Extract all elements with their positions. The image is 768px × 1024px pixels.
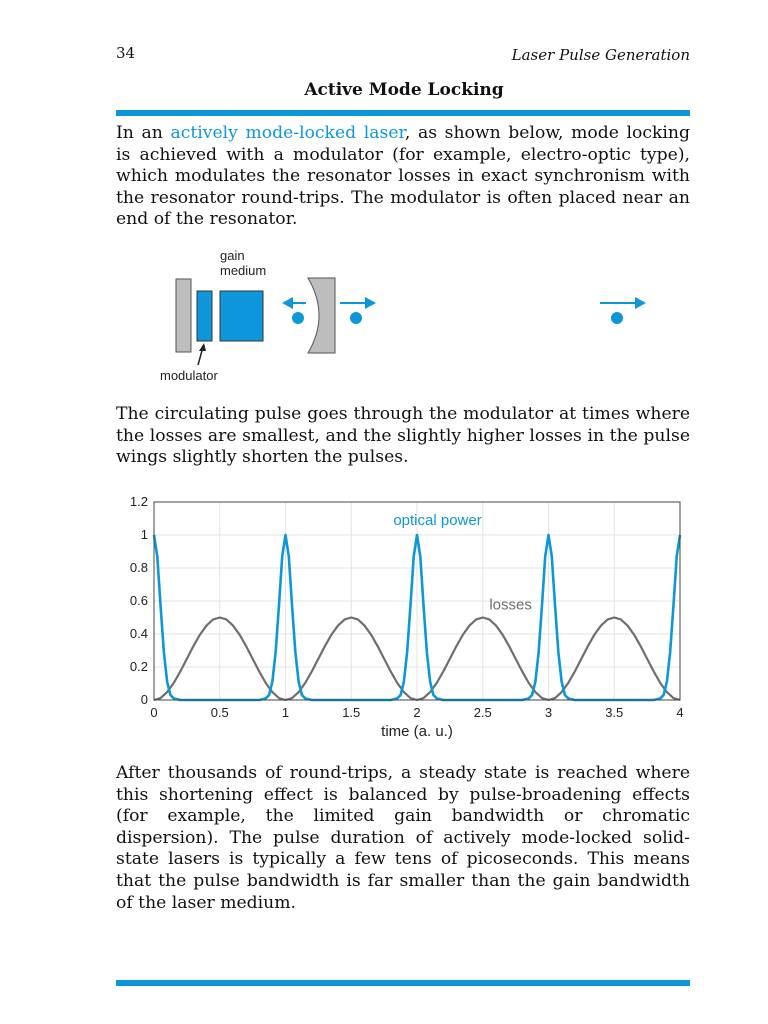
paragraph-intro [116,123,690,231]
modulator-block [197,291,212,341]
gain-medium-block [220,291,263,341]
highlighted-term: actively mode-locked laser [170,123,405,143]
gain-label-line2: medium [220,263,267,278]
outgoing-arrowhead-1 [365,297,376,309]
x-tick-label: 0 [150,705,158,720]
x-tick-label: 0.5 [210,705,229,720]
x-tick-label: 3 [544,705,553,720]
laser-resonator-diagram [140,245,670,390]
x-tick-labels [150,705,683,720]
series-annotation: losses [489,596,532,614]
section-title: Active Mode Locking [304,80,504,100]
x-tick-label: 3.5 [605,705,624,720]
x-tick-label: 1.5 [342,705,361,720]
x-tick-label: 4 [676,705,684,720]
x-tick-label: 1 [281,705,290,720]
paragraph-circulating: The circulating pulse goes through the modulator at times where the losses are smallest, and the slightly higher losses in the pulse wings slightly shorten the pulses. [116,404,690,468]
page-number: 34 [116,44,136,62]
output-coupler-mirror [308,278,335,353]
outgoing-pulse-1 [340,297,376,324]
y-tick-label: 1 [140,527,148,542]
chart-grid [154,502,680,700]
y-tick-label: 0.2 [129,659,148,674]
x-axis-label: time (a. u.) [381,723,453,740]
outgoing-pulse-dot-1 [350,312,362,324]
left-moving-arrowhead [282,297,293,309]
intro-text-end: , as shown below, mode locking is achieved with a modulator (for example, electro-optic type), which modulates the resonator losses in exact synchronism with the resonator round-trips. The modulator is often placed near an end of the resonator. [116,123,690,230]
y-tick-label: 1.2 [129,494,148,509]
modulator-label: modulator [160,368,218,383]
y-tick-labels [130,494,148,707]
y-tick-label: 0.4 [129,626,148,641]
series-annotation: optical power [393,512,482,530]
y-tick-label: 0 [140,692,148,707]
gain-label-line1: gain [220,248,245,263]
paragraph-steady-state: After thousands of round-trips, a steady state is reached where this shortening effect is balanced by pulse-broadening effects (for example, the limited gain bandwidth or chromatic dispersion). The pulse duration of actively mode-locked solid-state lasers is typically a few tens of picoseconds. This means that the pulse bandwidth is far smaller than the gain bandwidth of the laser medium. [116,763,690,913]
y-tick-label: 0.6 [129,593,148,608]
top-rule [116,110,690,116]
outgoing-pulse-2 [600,297,646,324]
x-tick-label: 2.5 [473,705,492,720]
left-moving-pulse-dot [292,312,304,324]
outgoing-pulse-dot-2 [611,312,623,324]
modulator-pointer-arrowhead [199,343,206,351]
outgoing-arrowhead-2 [635,297,646,309]
bottom-rule [116,980,690,986]
y-tick-label: 0.8 [129,560,148,575]
x-tick-label: 2 [413,705,421,720]
end-mirror [176,279,191,352]
intro-text-start: In an [116,123,171,143]
running-head: Laser Pulse Generation [511,46,690,64]
loss-power-chart [110,490,700,750]
left-moving-pulse [282,297,306,324]
